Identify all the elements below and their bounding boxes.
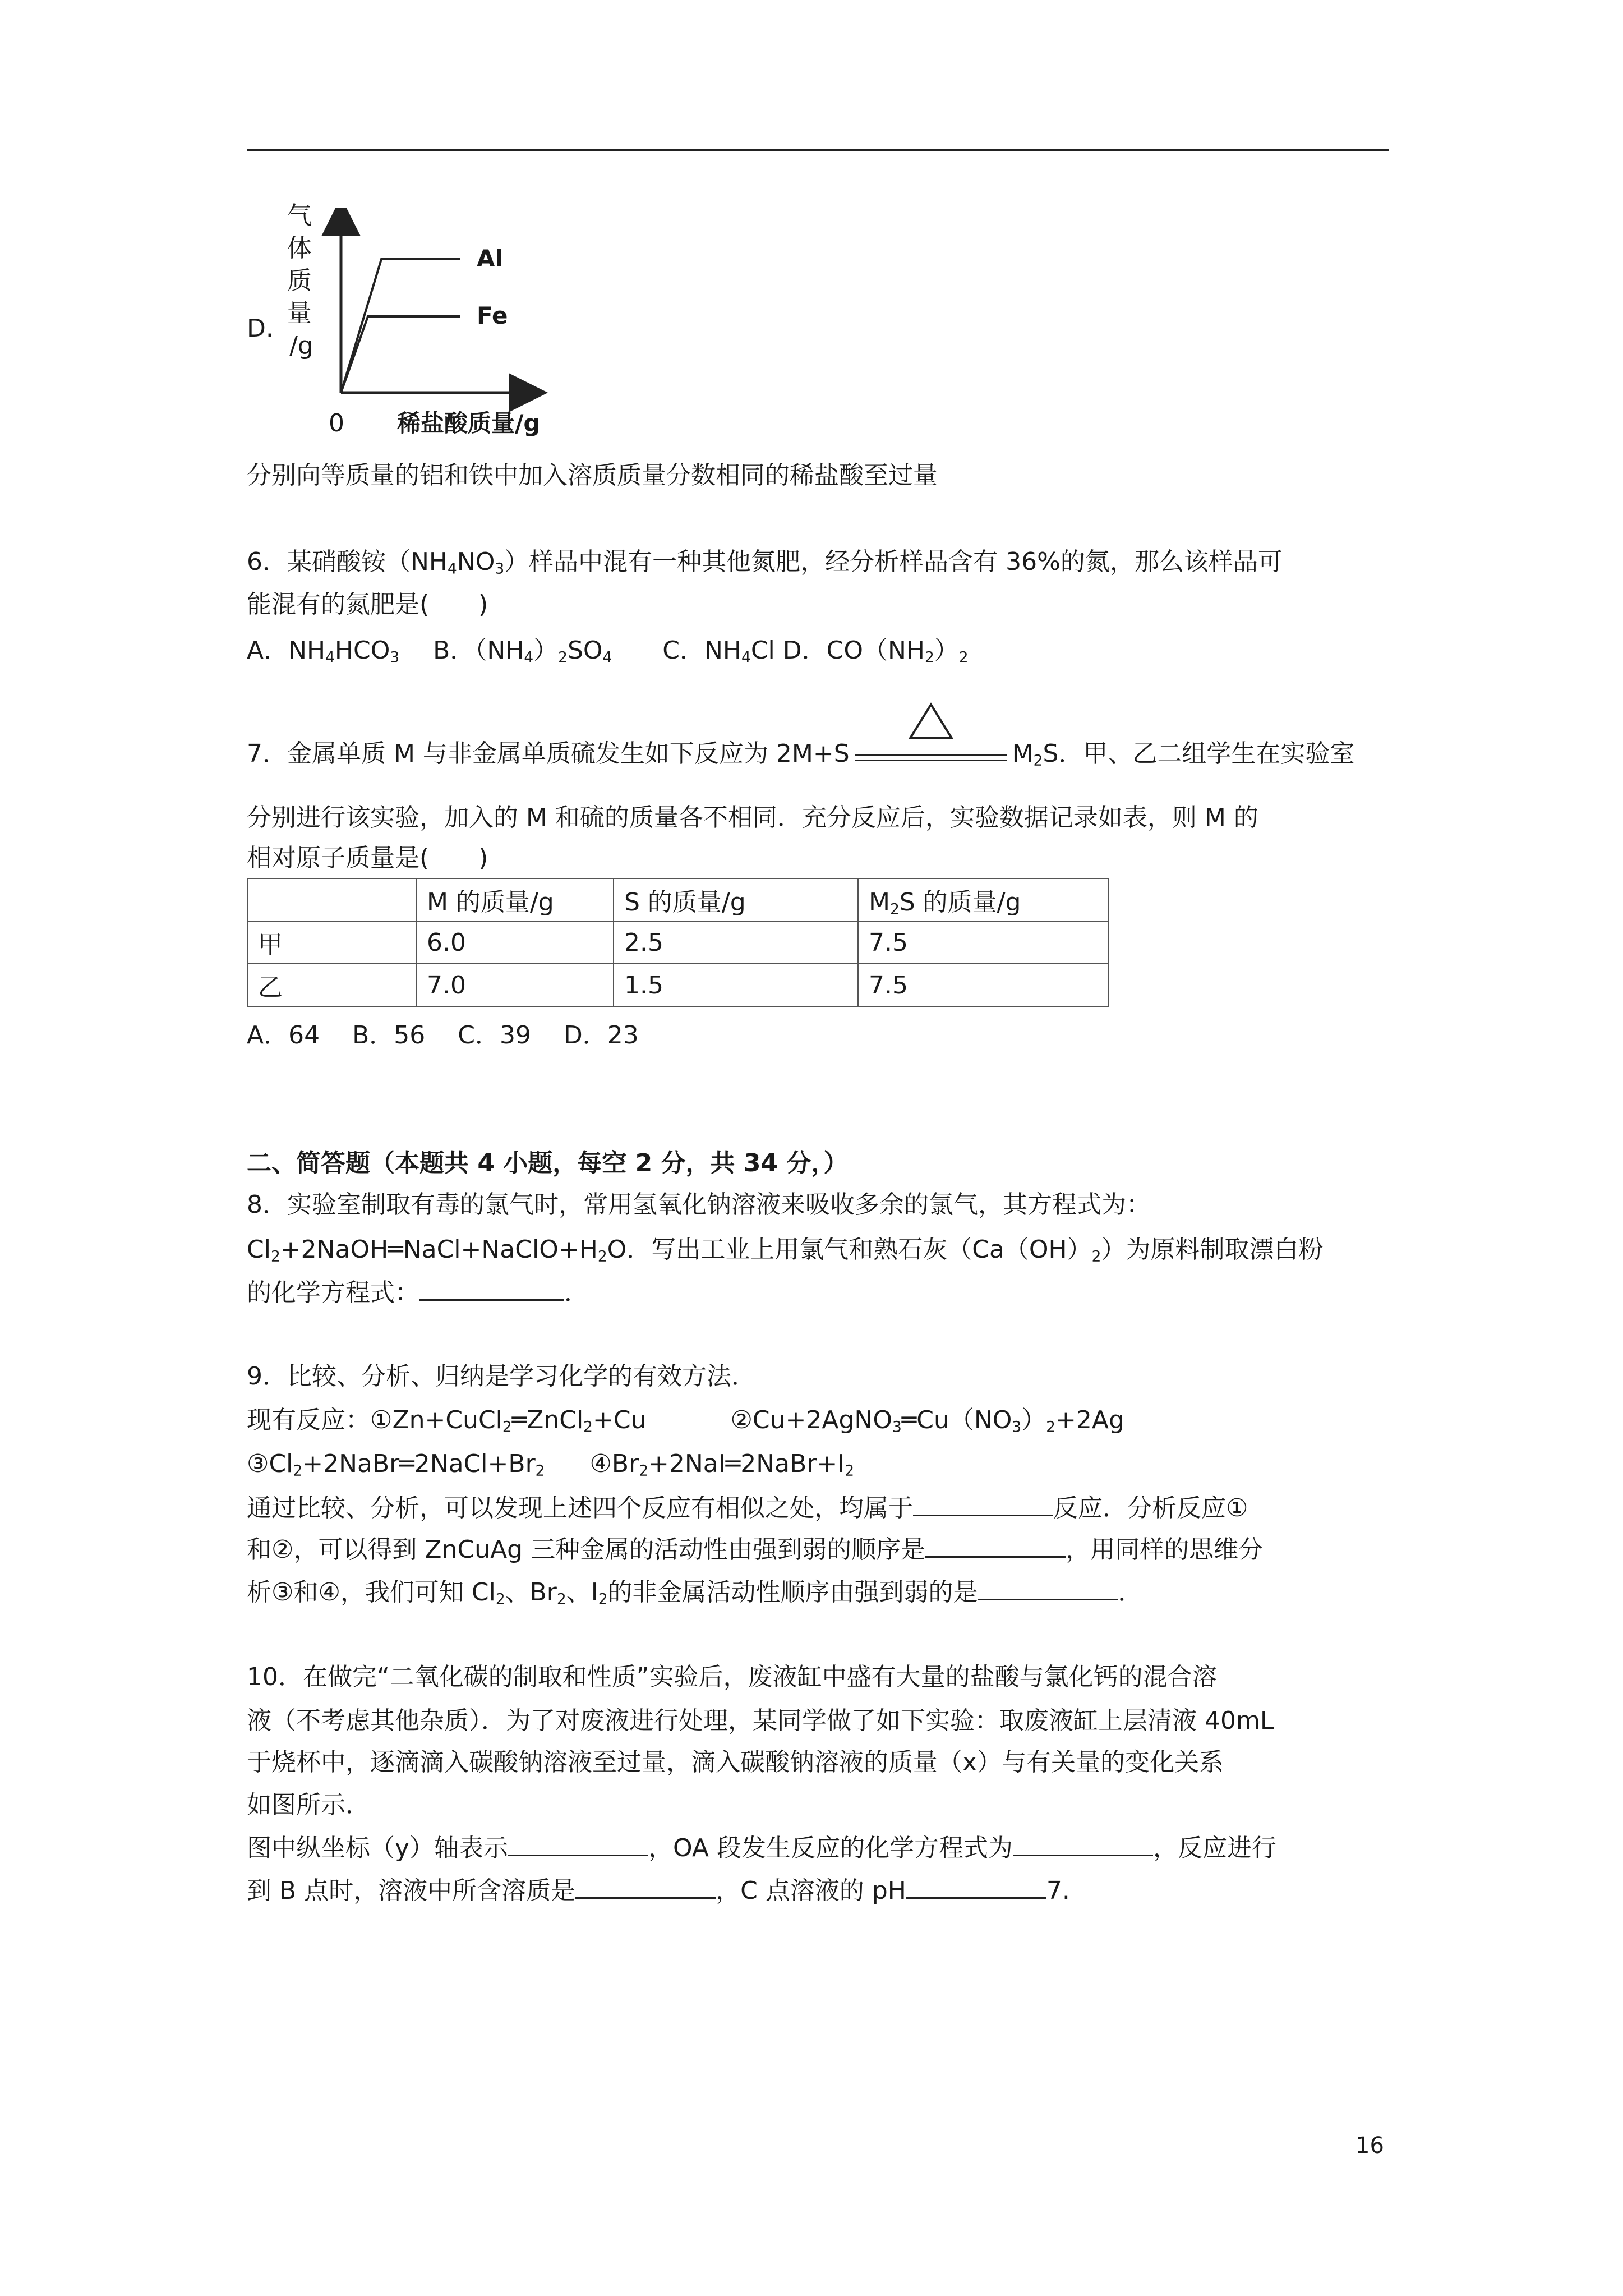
- q9-line-3: $③Cl_2+2NaBr═2NaCl+Br_2$ $④Br_2+2NaI═2NaBr+I_2$: [247, 1450, 854, 1480]
- y-axis-label-5: /g: [289, 332, 313, 360]
- delta-icon: [907, 702, 955, 742]
- q10-line-5: 图中纵坐标（y）轴表示 ，OA 段发生反应的化学方程式为 ，反应进行: [247, 1830, 1276, 1865]
- q9-line-4: 通过比较、分析，可以发现上述四个反应有相似之处，均属于 反应．分析反应①: [247, 1490, 1248, 1525]
- y-axis-label-4: 量: [287, 299, 312, 328]
- table-header-cell: M 的质量/g: [416, 878, 614, 921]
- series-line-al: [341, 259, 460, 393]
- q9-line-2: 现有反应：①Zn+CuCl$_2$═ZnCl$_2$+Cu $②Cu+2AgNO_3═Cu(NO_3)_2+2Ag$: [247, 1406, 1124, 1436]
- q10-line-1: 10．在做完“二氧化碳的制取和性质”实验后，废液缸中盛有大量的盐酸与氯化钙的混合溶: [247, 1663, 1217, 1691]
- answer-blank[interactable]: [419, 1274, 564, 1301]
- q9-line-6: 析③和④，我们可知 $Cl_2$、$Br_2$、$I_2$的非金属活动性顺序由强到弱的是 ．: [247, 1574, 1142, 1609]
- table-header-row: [247, 878, 1108, 921]
- option-d-graph: [247, 201, 594, 454]
- table-header-cell: $M_2S$ 的质量/g: [858, 878, 1108, 921]
- q10-line-2: 液（不考虑其他杂质）．为了对废液进行处理，某同学做了如下实验：取废液缸上层清液 40mL: [247, 1706, 1274, 1735]
- x-axis-label: 稀盐酸质量/g: [397, 409, 541, 437]
- series-label-fe: Fe: [477, 302, 508, 329]
- q8-line-3: 的化学方程式： ．: [247, 1274, 589, 1310]
- header-rule: [247, 149, 1389, 151]
- q8-line-1: 8．实验室制取有毒的氯气时，常用氢氧化钠溶液来吸收多余的氯气，其方程式为：: [247, 1190, 1151, 1219]
- graph-origin: 0: [329, 409, 344, 438]
- series-label-al: Al: [477, 245, 503, 272]
- answer-blank[interactable]: [906, 1872, 1046, 1899]
- section-2-title: 二、简答题（本题共 4 小题，每空 2 分，共 34 分，）: [247, 1149, 849, 1177]
- table-cell: 7.0: [416, 964, 614, 1006]
- answer-blank[interactable]: [925, 1531, 1066, 1558]
- series-line-fe: [341, 316, 460, 393]
- answer-blank[interactable]: [508, 1830, 648, 1856]
- table-cell: 7.5: [858, 921, 1108, 964]
- answer-blank[interactable]: [575, 1872, 716, 1899]
- y-axis-label-3: 质: [287, 266, 312, 295]
- q6-options: A．$NH_4HCO_3$ B．$(NH_4)_2SO_4$ C．$NH_4Cl$ D．$CO(NH_2)_2$: [247, 636, 969, 666]
- option-d-label: D.: [247, 314, 274, 343]
- page-number: 16: [1355, 2133, 1384, 2159]
- q7-data-table: [247, 878, 1109, 1007]
- q7-line-1: 7．金属单质 M 与非金属单质硫发生如下反应为 2M+S $M_2S$．甲、乙二组学生在实验室: [247, 737, 1354, 771]
- table-cell: 甲: [247, 921, 416, 964]
- table-row: [247, 921, 1108, 964]
- heat-condition-equals: [850, 737, 1012, 771]
- table-cell: 6.0: [416, 921, 614, 964]
- q8-line-2: $Cl_2+2NaOH═NaCl+NaClO+H_2O$．写出工业上用氯气和熟石灰$(Ca(OH)_2)$为原料制取漂白粉: [247, 1235, 1324, 1266]
- q10-line-6: 到 B 点时，溶液中所含溶质是 ，C 点溶液的 pH 7.: [247, 1872, 1070, 1908]
- table-row: [247, 964, 1108, 1006]
- answer-blank[interactable]: [1013, 1830, 1153, 1856]
- q7-options: A．64 B．56 C．39 D．23: [247, 1021, 639, 1050]
- y-axis-label-2: 体: [287, 234, 312, 263]
- q7-line-2: 分别进行该实验，加入的 M 和硫的质量各不相同．充分反应后，实验数据记录如表，则 M 的: [247, 803, 1258, 832]
- table-cell: 2.5: [614, 921, 858, 964]
- table-header-cell: S 的质量/g: [614, 878, 858, 921]
- answer-blank[interactable]: [978, 1574, 1118, 1600]
- option-d-caption: 分别向等质量的铝和铁中加入溶质质量分数相同的稀盐酸至过量: [247, 461, 938, 490]
- table-cell: 1.5: [614, 964, 858, 1006]
- q9-line-1: 9．比较、分析、归纳是学习化学的有效方法．: [247, 1362, 756, 1391]
- q10-line-4: 如图所示．: [247, 1791, 370, 1819]
- answer-blank[interactable]: [913, 1490, 1053, 1516]
- y-axis-label-1: 气: [287, 201, 312, 230]
- table-header-cell: [247, 878, 416, 921]
- q6-line-2: 能混有的氮肥是( ): [247, 590, 488, 619]
- q7-line-3: 相对原子质量是( ): [247, 844, 488, 872]
- q6-line-1: 6．某硝酸铵$(NH_4NO_3)$样品中混有一种其他氮肥，经分析样品含有 36%的氮，那么该样品可: [247, 547, 1283, 578]
- q9-line-5: 和②，可以得到 ZnCuAg 三种金属的活动性由强到弱的顺序是 ，用同样的思维分: [247, 1531, 1263, 1567]
- q10-line-3: 于烧杯中，逐滴滴入碳酸钠溶液至过量，滴入碳酸钠溶液的质量（x）与有关量的变化关系: [247, 1748, 1224, 1777]
- table-cell: 7.5: [858, 964, 1108, 1006]
- table-cell: 乙: [247, 964, 416, 1006]
